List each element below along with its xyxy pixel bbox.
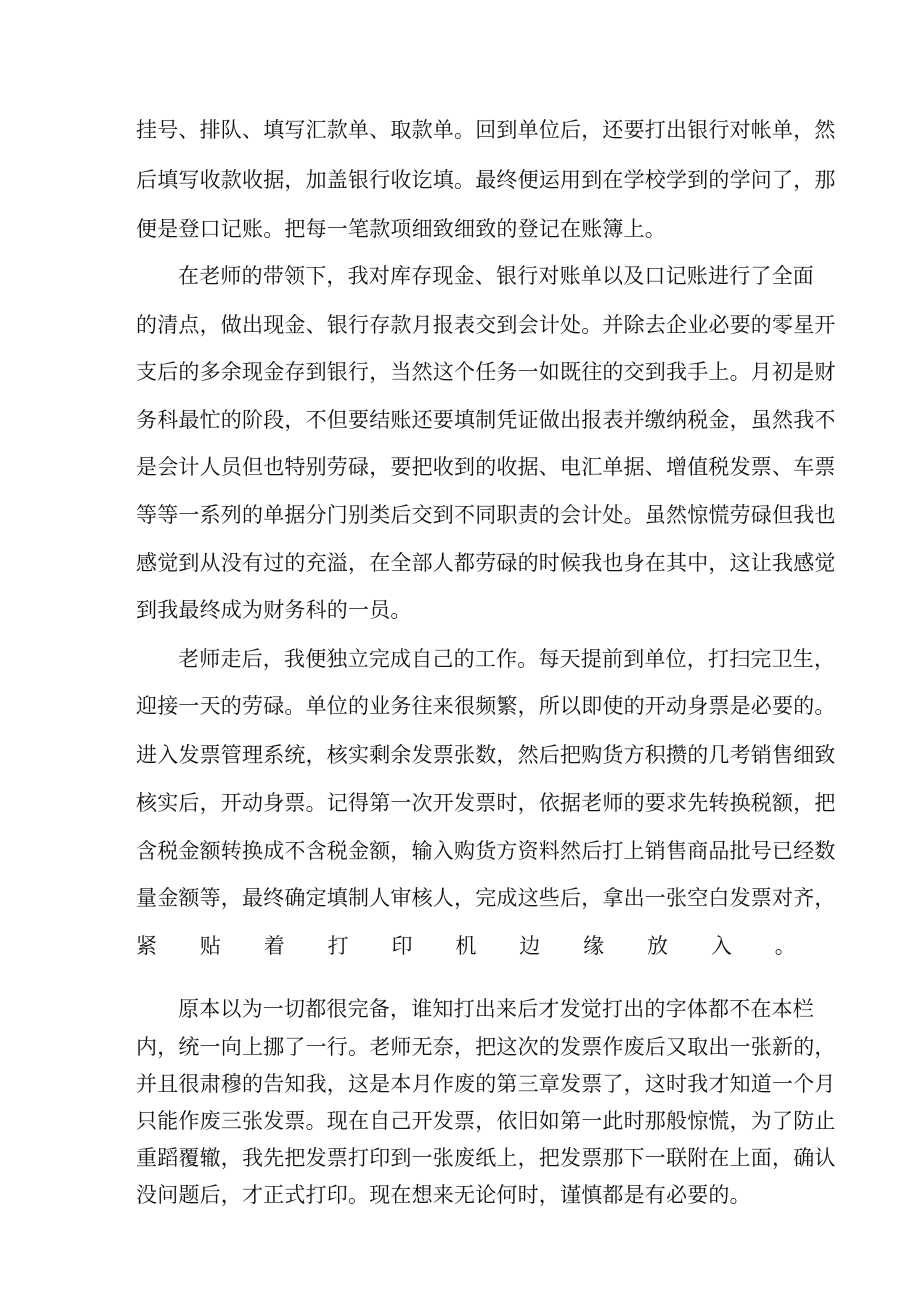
text-line: 紧贴着打印机边缘放入。 bbox=[136, 934, 796, 958]
paragraph-first-line: 在老师的带领下，我对库存现金、银行对账单以及口记账进行了全面 bbox=[178, 264, 814, 288]
text-line: 迎接一天的劳碌。单位的业务往来很频繁，所以即使的开动身票是必要的。 bbox=[136, 694, 836, 718]
text-line: 进入发票管理系统，核实剩余发票张数，然后把购货方积攒的几考销售细致 bbox=[136, 743, 836, 767]
text-line: 含税金额转换成不含税金额，输入购货方资料然后打上销售商品批号已经数 bbox=[136, 839, 836, 863]
text-line: 后填写收款收据，加盖银行收讫填。最终便运用到在学校学到的学问了，那 bbox=[136, 168, 836, 192]
text-line: 等等一系列的单据分门别类后交到不同职责的会计处。虽然惊慌劳碌但我也 bbox=[136, 503, 836, 527]
text-line: 感觉到从没有过的充溢，在全部人都劳碌的时候我也身在其中，这让我感觉 bbox=[136, 551, 836, 575]
text-line: 并且很肃穆的告知我，这是本月作废的第三章发票了，这时我才知道一个月 bbox=[136, 1072, 836, 1096]
paragraph-first-line: 老师走后，我便独立完成自己的工作。每天提前到单位，打扫完卫生， bbox=[178, 647, 836, 671]
text-line: 只能作废三张发票。现在自己开发票，依旧如第一此时那般惊慌，为了防止 bbox=[136, 1109, 836, 1133]
text-line: 没问题后，才正式打印。现在想来无论何时，谨慎都是有必要的。 bbox=[136, 1183, 751, 1207]
paragraph-first-line: 原本以为一切都很完备，谁知打出来后才发觉打出的字体都不在本栏 bbox=[178, 997, 814, 1021]
text-line: 内，统一向上挪了一行。老师无奈，把这次的发票作废后又取出一张新的， bbox=[136, 1035, 836, 1059]
text-line: 务科最忙的阶段，不但要结账还要填制凭证做出报表并缴纳税金，虽然我不 bbox=[136, 408, 836, 432]
text-line: 便是登口记账。把每一笔款项细致细致的登记在账簿上。 bbox=[136, 217, 666, 241]
text-line: 重蹈覆辙，我先把发票打印到一张废纸上，把发票那下一联附在上面，确认 bbox=[136, 1146, 836, 1170]
text-line: 的清点，做出现金、银行存款月报表交到会计处。并除去企业必要的零星开 bbox=[136, 313, 836, 337]
text-line: 量金额等，最终确定填制人审核人，完成这些后，拿出一张空白发票对齐， bbox=[136, 886, 836, 910]
text-line: 到我最终成为财务科的一员。 bbox=[136, 598, 412, 622]
text-line: 是会计人员但也特别劳碌，要把收到的收据、电汇单据、增值税发票、车票 bbox=[136, 455, 836, 479]
text-line: 核实后，开动身票。记得第一次开发票时，依据老师的要求先转换税额，把 bbox=[136, 791, 836, 815]
text-line: 支后的多余现金存到银行，当然这个任务一如既往的交到我手上。月初是财 bbox=[136, 360, 836, 384]
text-line: 挂号、排队、填写汇款单、取款单。回到单位后，还要打出银行对帐单，然 bbox=[136, 118, 836, 142]
